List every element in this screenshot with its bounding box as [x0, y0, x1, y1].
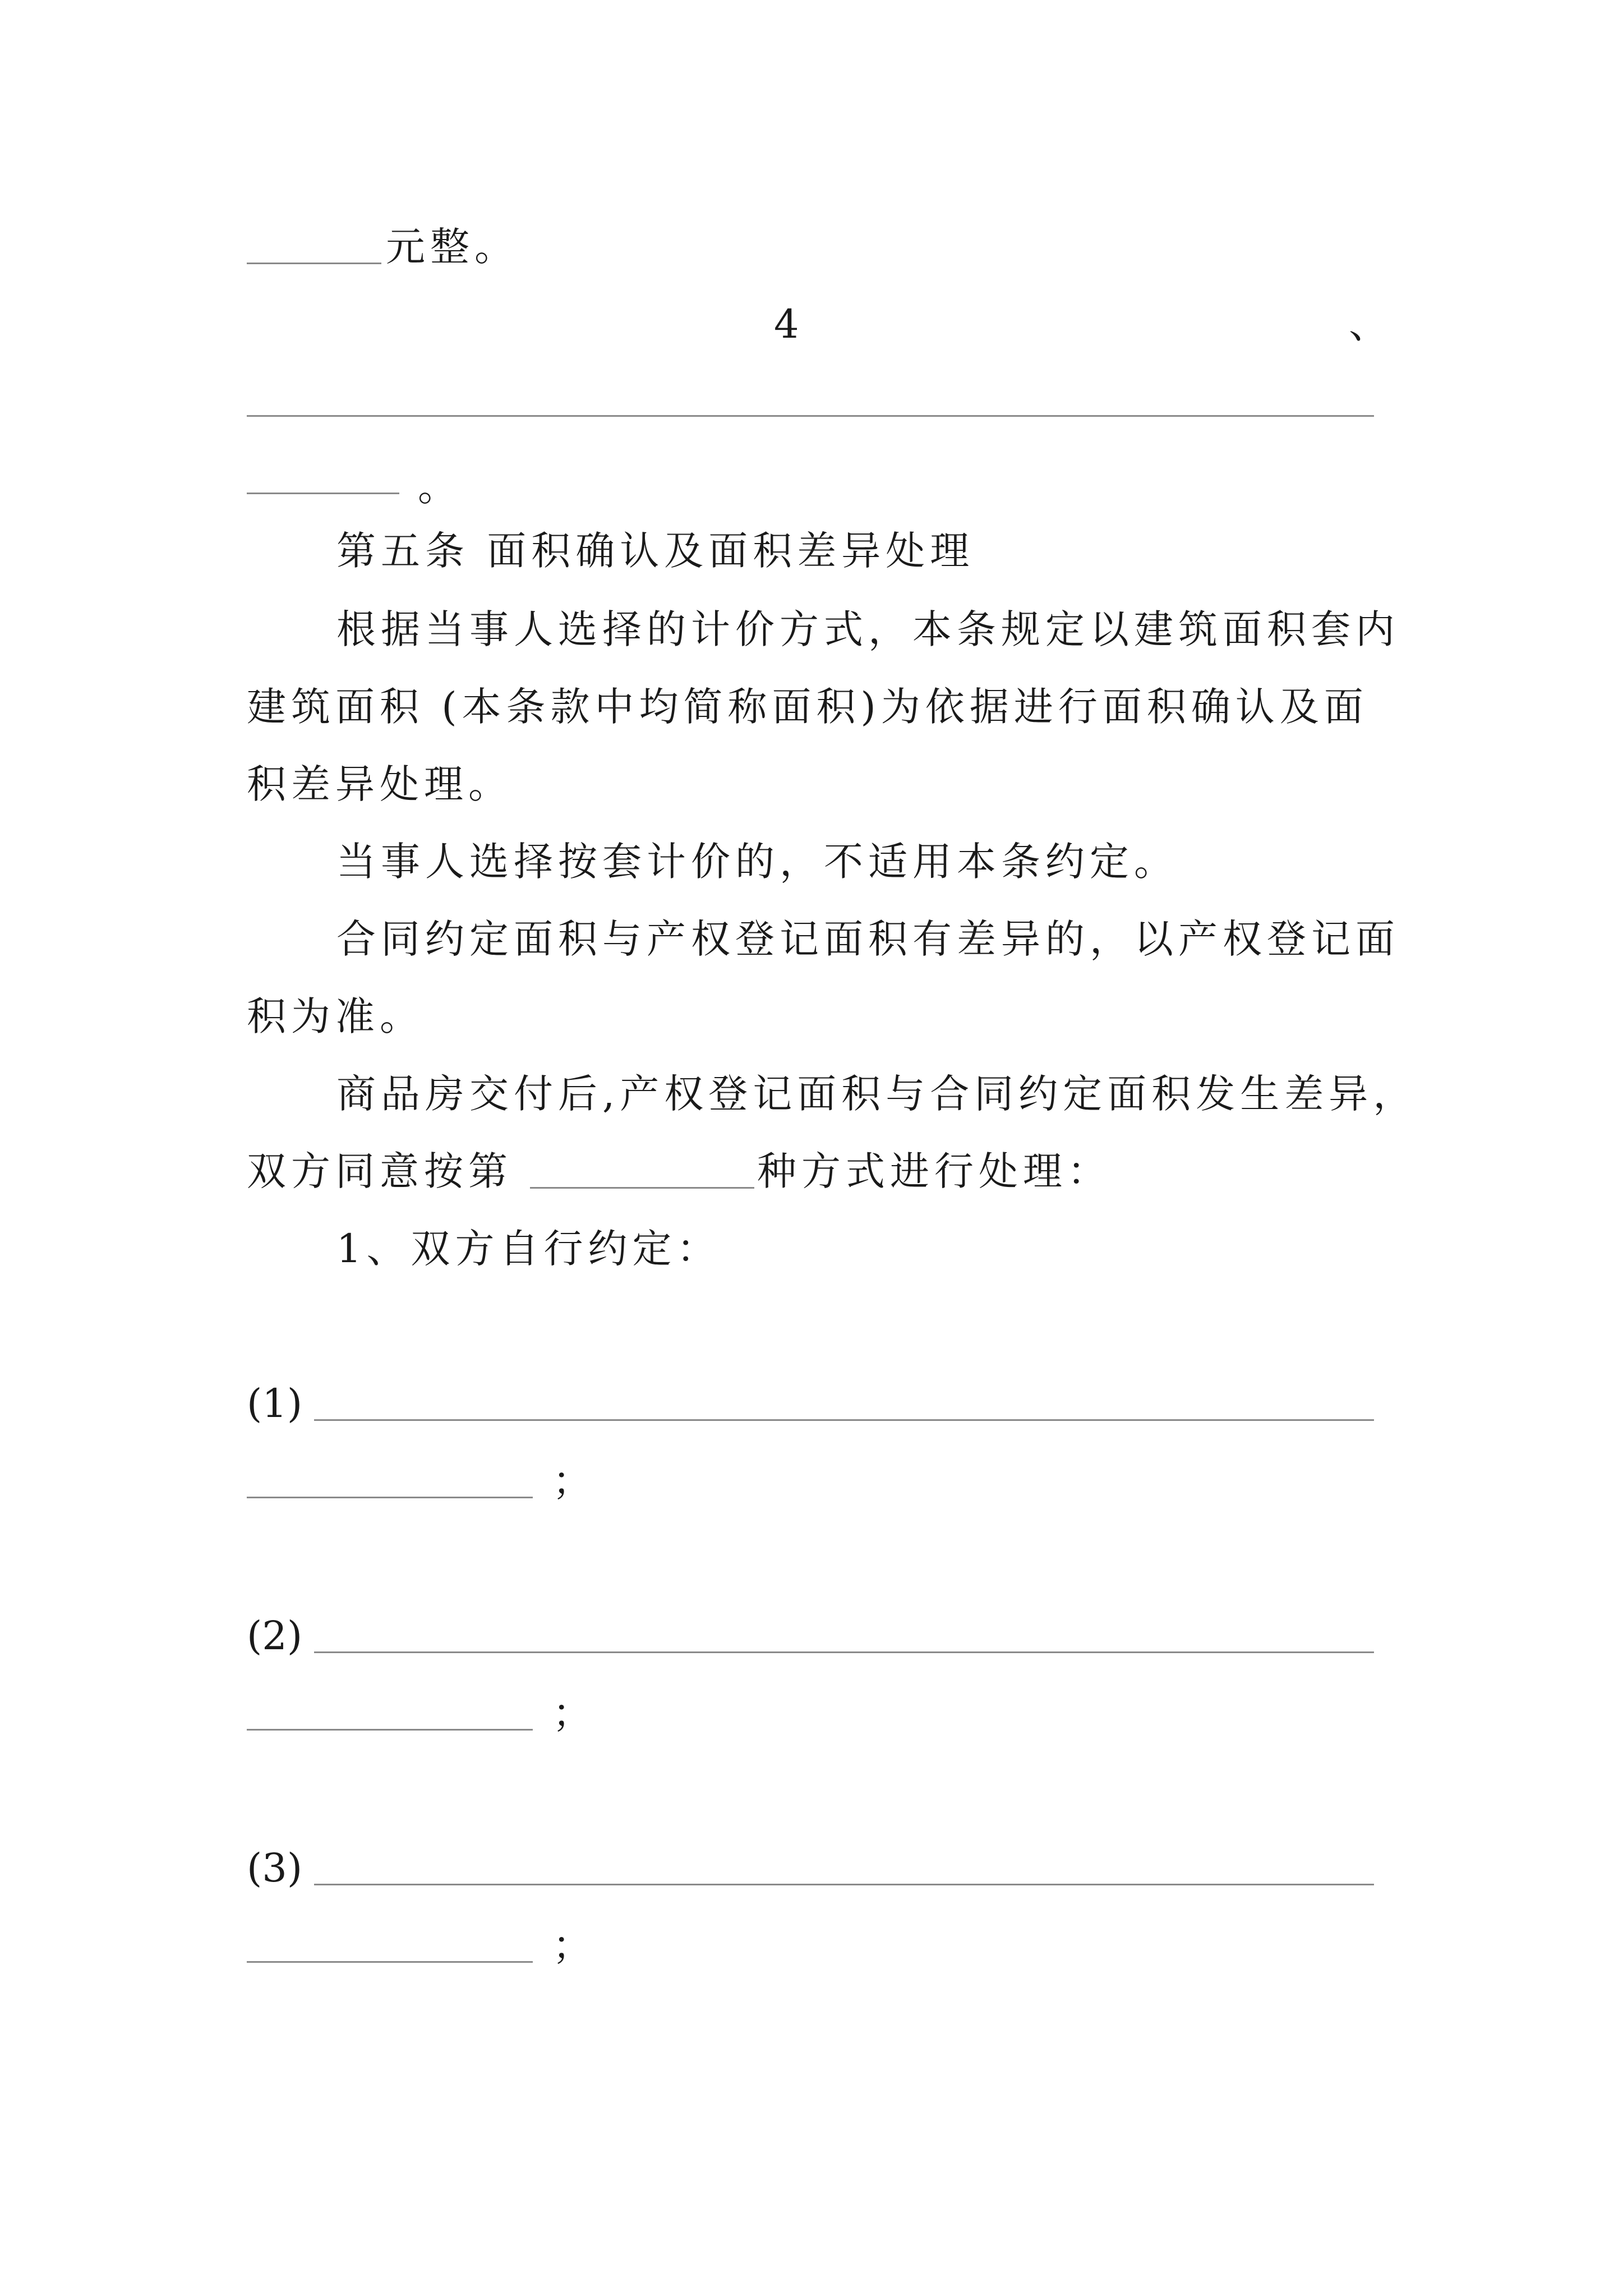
sub-item-1-long-blank — [314, 1419, 1374, 1421]
item4-short-blank — [247, 493, 399, 494]
option1-title: 1、双方自行约定： — [336, 1226, 721, 1272]
para4-line2-after: 种方式进行处理： — [757, 1148, 1112, 1194]
item4-comma: 、 — [1349, 301, 1393, 347]
sub-item-2-label: (2) — [247, 1613, 303, 1659]
sub-item-3-long-blank — [314, 1884, 1374, 1885]
para1-line1: 根据当事人选择的计价方式，本条规定以建筑面积套内 — [336, 606, 1400, 652]
sub-item-1-short-blank — [247, 1497, 533, 1498]
sub-item-2-short-blank — [247, 1729, 533, 1731]
sub-item-1-label: (1) — [247, 1381, 303, 1427]
sub-item-2-long-blank — [314, 1651, 1374, 1653]
amount-blank — [247, 263, 381, 264]
article5-title: 第五条 面积确认及面积差异处理 — [336, 528, 975, 574]
method-number-blank — [530, 1187, 754, 1189]
para3-line2: 积为准。 — [247, 993, 424, 1039]
para1-line3: 积差异处理。 — [247, 761, 513, 807]
sub-item-3-end: ； — [552, 1922, 592, 1968]
sub-item-1-end: ； — [552, 1458, 592, 1504]
para4-line2-before: 双方同意按第 — [247, 1148, 513, 1194]
para1-line2: 建筑面积 (本条款中均简称面积)为依据进行面积确认及面 — [247, 684, 1368, 730]
para2: 当事人选择按套计价的，不适用本条约定。 — [336, 839, 1178, 885]
sub-item-3-label: (3) — [247, 1845, 303, 1891]
sub-item-2-end: ； — [552, 1690, 592, 1736]
item4-number: 4 — [774, 301, 804, 347]
para3-line1: 合同约定面积与产权登记面积有差异的，以产权登记面 — [336, 916, 1400, 962]
sub-item-3-short-blank — [247, 1961, 533, 1963]
item4-end-mark: 。 — [418, 464, 457, 510]
yuan-zheng-text: 元整。 — [386, 224, 519, 270]
item4-full-blank — [247, 415, 1374, 417]
para4-line1: 商品房交付后,产权登记面积与合同约定面积发生差异， — [336, 1071, 1418, 1117]
